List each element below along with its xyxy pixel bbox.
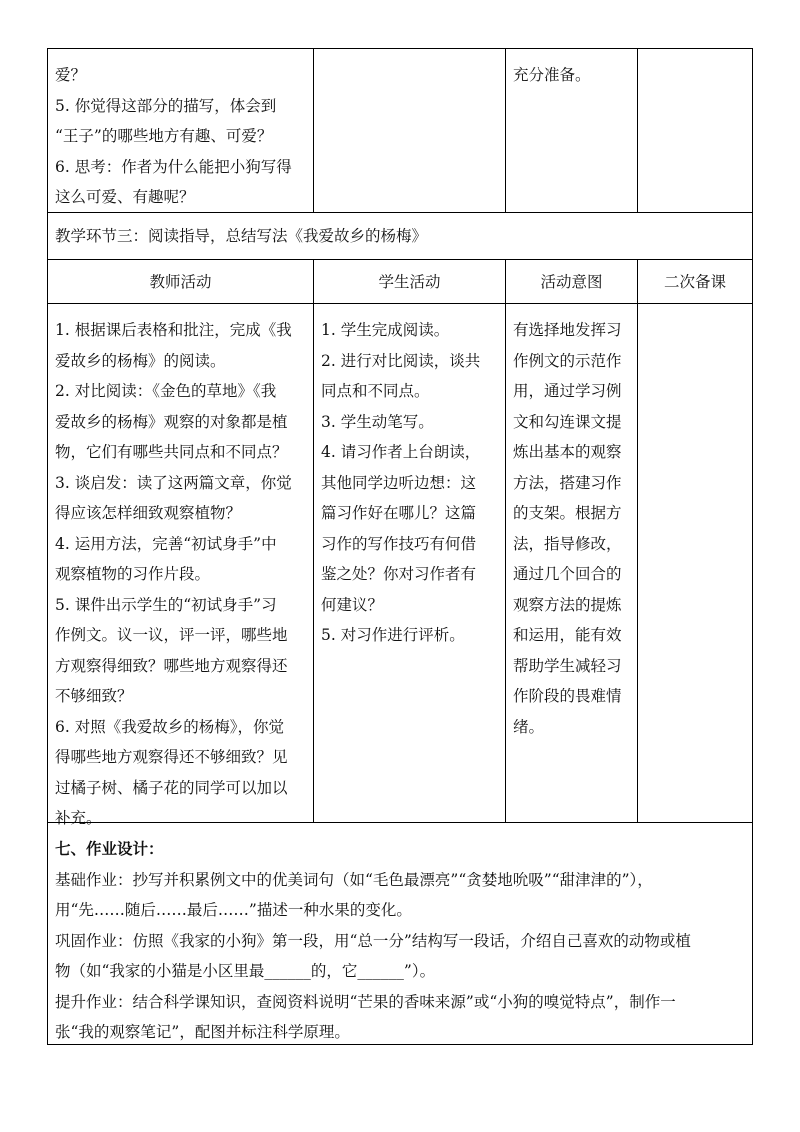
text-line: “王子”的哪些地方有趣、可爱？: [55, 127, 273, 145]
text-line: 文和勾连课文提: [513, 412, 622, 431]
text-line: 其他同学边听边想：这: [321, 473, 477, 492]
text-line: 提升作业：结合科学课知识，查阅资料说明“芒果的香味来源”或“小狗的嗅觉特点”，制作一: [55, 992, 676, 1011]
text-line: 3. 学生动笔写。: [321, 412, 434, 431]
homework-text: [55, 834, 691, 1048]
top-student-cell: [313, 48, 506, 213]
text-line: 篇习作好在哪儿？这篇: [321, 504, 477, 522]
column-header-teacher: 教师活动: [149, 273, 212, 291]
text-line: 爱故乡的杨梅》的阅读。: [55, 351, 226, 370]
text-line: 方法，搭建习作: [513, 473, 622, 492]
section-title: 教学环节三：阅读指导，总结写法《我爱故乡的杨梅》: [55, 227, 428, 245]
main-intent-text: [513, 315, 622, 742]
text-line: 物，它们有哪些共同点和不同点？: [55, 443, 288, 461]
text-line: 的支架。根据方: [513, 504, 622, 522]
text-line: 通过几个回合的: [513, 565, 622, 583]
text-line: 有选择地发挥习: [513, 321, 622, 339]
text-line: 1. 学生完成阅读。: [321, 321, 450, 339]
column-header-intent: 活动意图: [540, 273, 603, 291]
text-line: 同点和不同点。: [321, 382, 430, 400]
text-line: 6. 对照《我爱故乡的杨梅》，你觉: [55, 717, 284, 736]
text-line: 习作的写作技巧有何借: [321, 534, 477, 553]
text-line: 基础作业：抄写并积累例文中的优美词句（如“毛色最漂亮”“贪婪地吮吸”“甜津津的”），: [55, 870, 653, 889]
text-line: 不够细致？: [55, 687, 133, 705]
text-line: 作例文的示范作: [513, 351, 622, 370]
text-line: 作例文。议一议，评一评，哪些地: [55, 626, 288, 644]
column-header-student: 学生活动: [378, 273, 441, 291]
top-intent-text: [513, 60, 591, 91]
text-line: 4. 运用方法，完善“初试身手”中: [55, 534, 277, 553]
main-notes-cell: [637, 303, 753, 823]
text-line: 5. 课件出示学生的“初试身手”习: [55, 595, 277, 614]
text-line: 鉴之处？你对习作者有: [321, 565, 477, 583]
text-line: 爱？: [55, 66, 87, 84]
text-line: 补充。: [55, 809, 102, 827]
text-line: 观察方法的提炼: [513, 595, 622, 614]
top-notes-cell: [637, 48, 753, 213]
text-line: 5. 你觉得这部分的描写，体会到: [55, 96, 277, 115]
text-line: 观察植物的习作片段。: [55, 565, 211, 583]
homework-heading: 七、作业设计：: [55, 839, 164, 858]
text-line: 充分准备。: [513, 66, 591, 84]
text-line: 6. 思考：作者为什么能把小狗写得: [55, 157, 292, 176]
text-line: 物（如“我家的小猫是小区里最______的，它______”）。: [55, 962, 436, 980]
text-line: 得哪些地方观察得还不够细致？见: [55, 748, 288, 766]
text-line: 爱故乡的杨梅》观察的对象都是植: [55, 412, 288, 431]
main-teacher-text: [55, 315, 292, 834]
text-line: 帮助学生减轻习: [513, 656, 622, 675]
text-line: 4. 请习作者上台朗读，: [321, 443, 481, 461]
text-line: 巩固作业：仿照《我家的小狗》第一段，用“总一分”结构写一段话，介绍自己喜欢的动物或植: [55, 931, 691, 950]
text-line: 炼出基本的观察: [513, 443, 622, 461]
text-line: 这么可爱、有趣呢？: [55, 188, 195, 206]
text-line: 何建议？: [321, 595, 384, 614]
text-line: 和运用，能有效: [513, 626, 622, 644]
text-line: 方观察得细致？哪些地方观察得还: [55, 656, 288, 675]
text-line: 2. 进行对比阅读，谈共: [321, 351, 481, 370]
top-teacher-text: [55, 60, 292, 213]
text-line: 用，通过学习例: [513, 382, 622, 400]
text-line: 张“我的观察笔记”，配图并标注科学原理。: [55, 1023, 350, 1041]
text-line: 法，指导修改，: [513, 534, 622, 553]
text-line: 绪。: [513, 717, 545, 736]
text-line: 过橘子树、橘子花的同学可以加以: [55, 778, 288, 797]
text-line: 3. 谈启发：读了这两篇文章，你觉: [55, 473, 292, 492]
text-line: 作阶段的畏难情: [513, 687, 622, 705]
text-line: 得应该怎样细致观察植物？: [55, 504, 242, 522]
main-student-text: [321, 315, 480, 651]
text-line: 用“先……随后……最后……”描述一种水果的变化。: [55, 901, 412, 919]
text-line: 2. 对比阅读：《金色的草地》《我: [55, 382, 277, 400]
column-header-notes: 二次备课: [663, 273, 726, 291]
text-line: 5. 对习作进行评析。: [321, 626, 465, 644]
text-line: 1. 根据课后表格和批注，完成《我: [55, 321, 292, 339]
